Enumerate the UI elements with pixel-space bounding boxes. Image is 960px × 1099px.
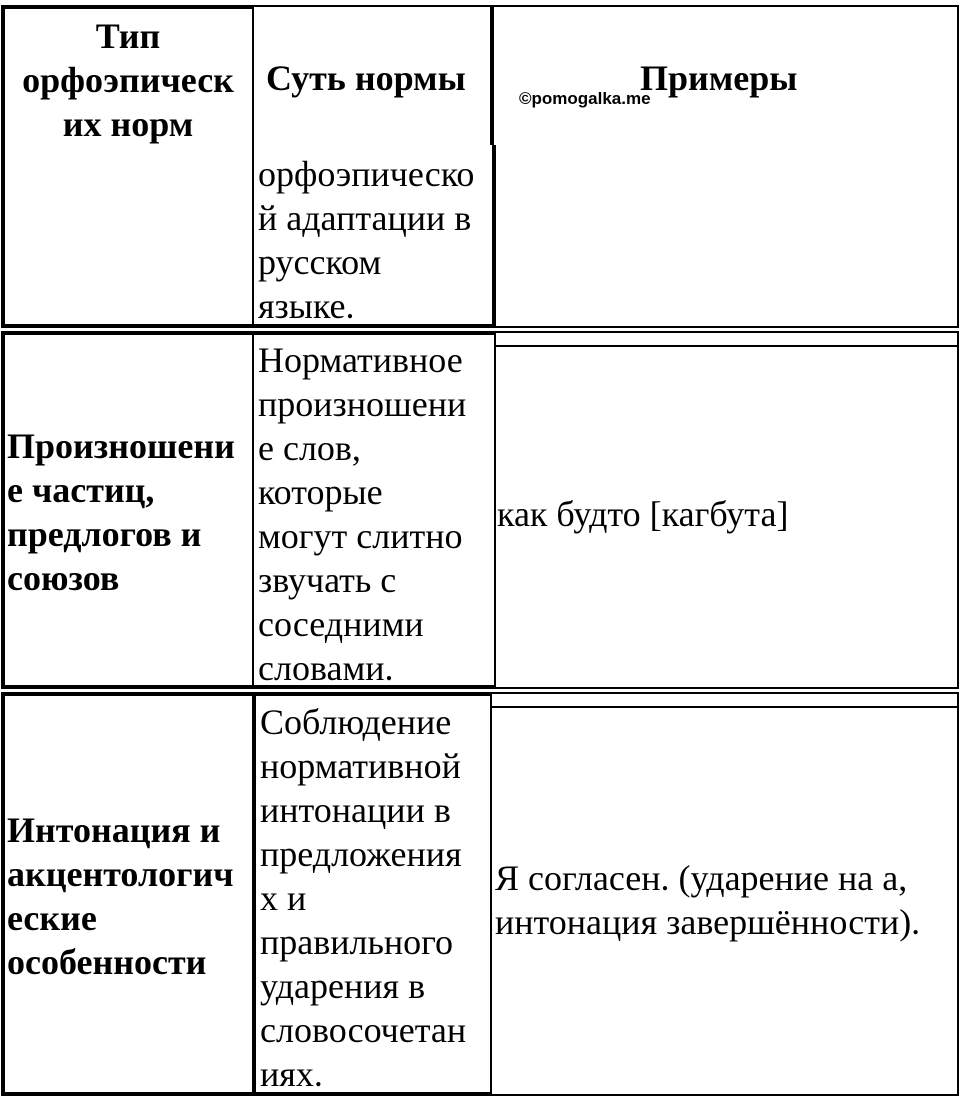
row2-type: Произношени е частиц, предлогов и союзов (7, 426, 235, 598)
row2-example: как будто [кагбута] (497, 494, 789, 534)
header-type-label: Тип орфоэпическ их норм (22, 16, 234, 144)
cell-example-header (492, 7, 957, 326)
row3-essence: Соблюдение нормативной интонации в предложения х и правильного ударения в словосочетан иях. (260, 702, 467, 1094)
row1-essence: орфоэпическо й адаптации в русском языке. (258, 154, 475, 326)
row2-essence: Нормативное произношени е слов, которые могут слитно звучать с соседними словами. (258, 340, 467, 688)
watermark-logo: ©pomogalka.me (519, 89, 651, 108)
row3-type: Интонация и акцентологич еские особенности (7, 810, 234, 982)
header-examples-label: Примеры (640, 58, 798, 98)
header-essence-label: Суть нормы (266, 58, 466, 98)
row3-example: Я согласен. (ударение на а, интонация завершённости). (495, 858, 921, 942)
